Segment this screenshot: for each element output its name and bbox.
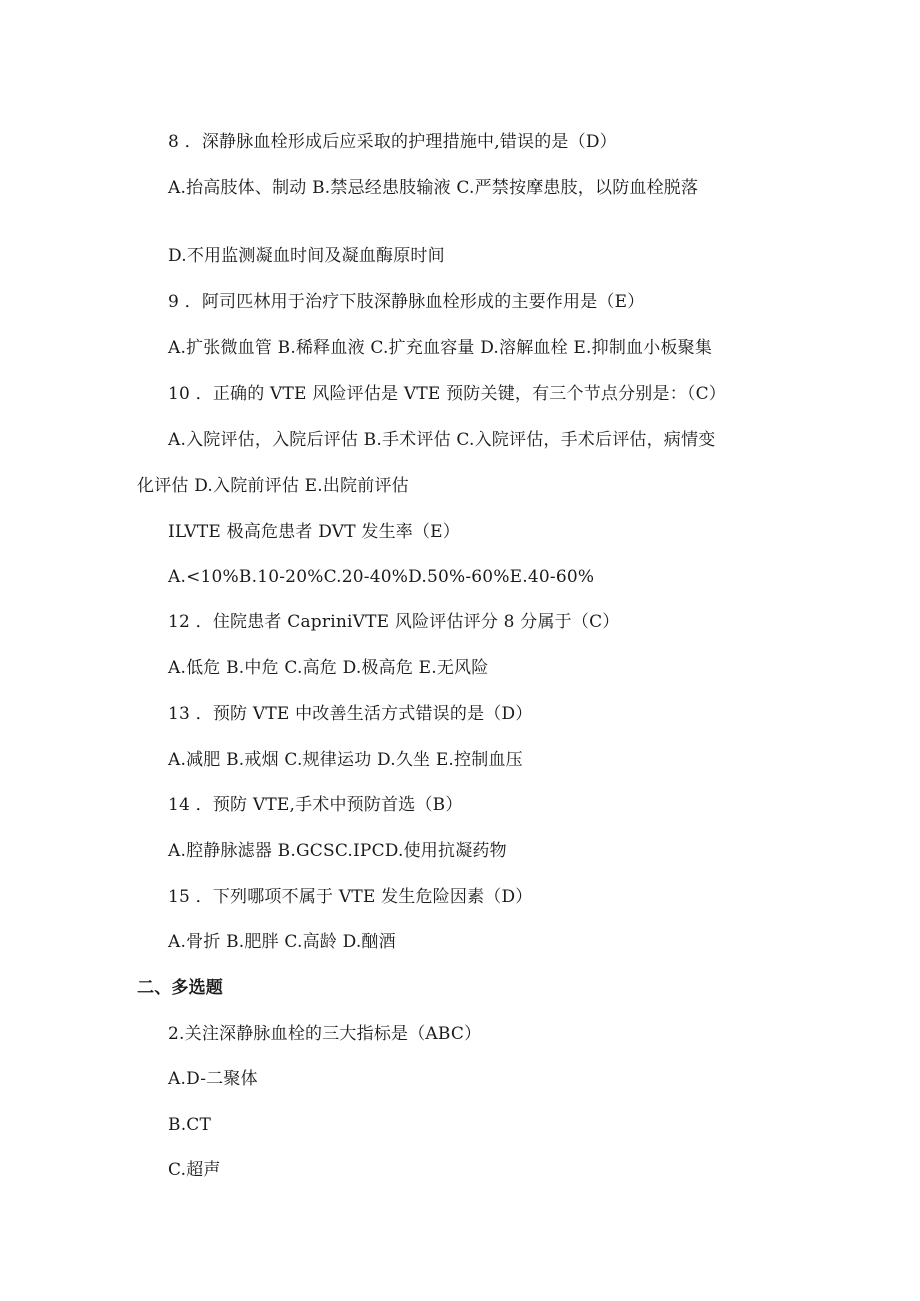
question-9-options: A.扩张微血管 B.稀释血液 C.扩充血容量 D.溶解血栓 E.抑制血小板聚集	[168, 338, 713, 358]
question-15-options: A.骨折 B.肥胖 C.高龄 D.酗酒	[168, 932, 396, 952]
multi-question-2-option-c: C.超声	[168, 1160, 221, 1180]
question-11: ILVTE 极高危患者 DVT 发生率（E）	[168, 522, 460, 542]
question-12-options: A.低危 B.中危 C.高危 D.极高危 E.无风险	[168, 658, 489, 678]
question-8-options: A.抬高肢体、制动 B.禁忌经患肢输液 C.严禁按摩患肢，以防血栓脱落	[168, 178, 699, 198]
question-8-option-d: D.不用监测凝血时间及凝血酶原时间	[168, 246, 445, 266]
multi-question-2-option-b: B.CT	[168, 1115, 212, 1135]
question-11-options: A.<10%B.10-20%C.20-40%D.50%-60%E.40-60%	[168, 567, 595, 587]
question-9: 9 ．阿司匹林用于治疗下肢深静脉血栓形成的主要作用是（E）	[168, 292, 645, 312]
question-14: 14 ．预防 VTE,手术中预防首选（B）	[168, 795, 463, 815]
question-8: 8 ．深静脉血栓形成后应采取的护理措施中,错误的是（D）	[168, 132, 617, 152]
question-13-options: A.减肥 B.戒烟 C.规律运功 D.久坐 E.控制血压	[168, 750, 523, 770]
section-heading-multiple-choice: 二、多选题	[137, 978, 223, 998]
question-12: 12 ．住院患者 CapriniVTE 风险评估评分 8 分属于（C）	[168, 612, 620, 632]
question-10-options: A.入院评估，入院后评估 B.手术评估 C.入院评估，手术后评估，病情变	[168, 430, 716, 450]
multi-question-2-option-a: A.D-二聚体	[168, 1069, 258, 1089]
multi-question-2: 2.关注深静脉血栓的三大指标是（ABC）	[168, 1024, 482, 1044]
question-10-options-continued: 化评估 D.入院前评估 E.出院前评估	[137, 476, 409, 496]
question-15: 15 ．下列哪项不属于 VTE 发生危险因素（D）	[168, 887, 533, 907]
question-14-options: A.腔静脉滤器 B.GCSC.IPCD.使用抗凝药物	[168, 841, 507, 861]
question-13: 13 ．预防 VTE 中改善生活方式错误的是（D）	[168, 704, 533, 724]
question-10: 10 ．正确的 VTE 风险评估是 VTE 预防关键，有三个节点分别是：（C）	[168, 384, 727, 404]
